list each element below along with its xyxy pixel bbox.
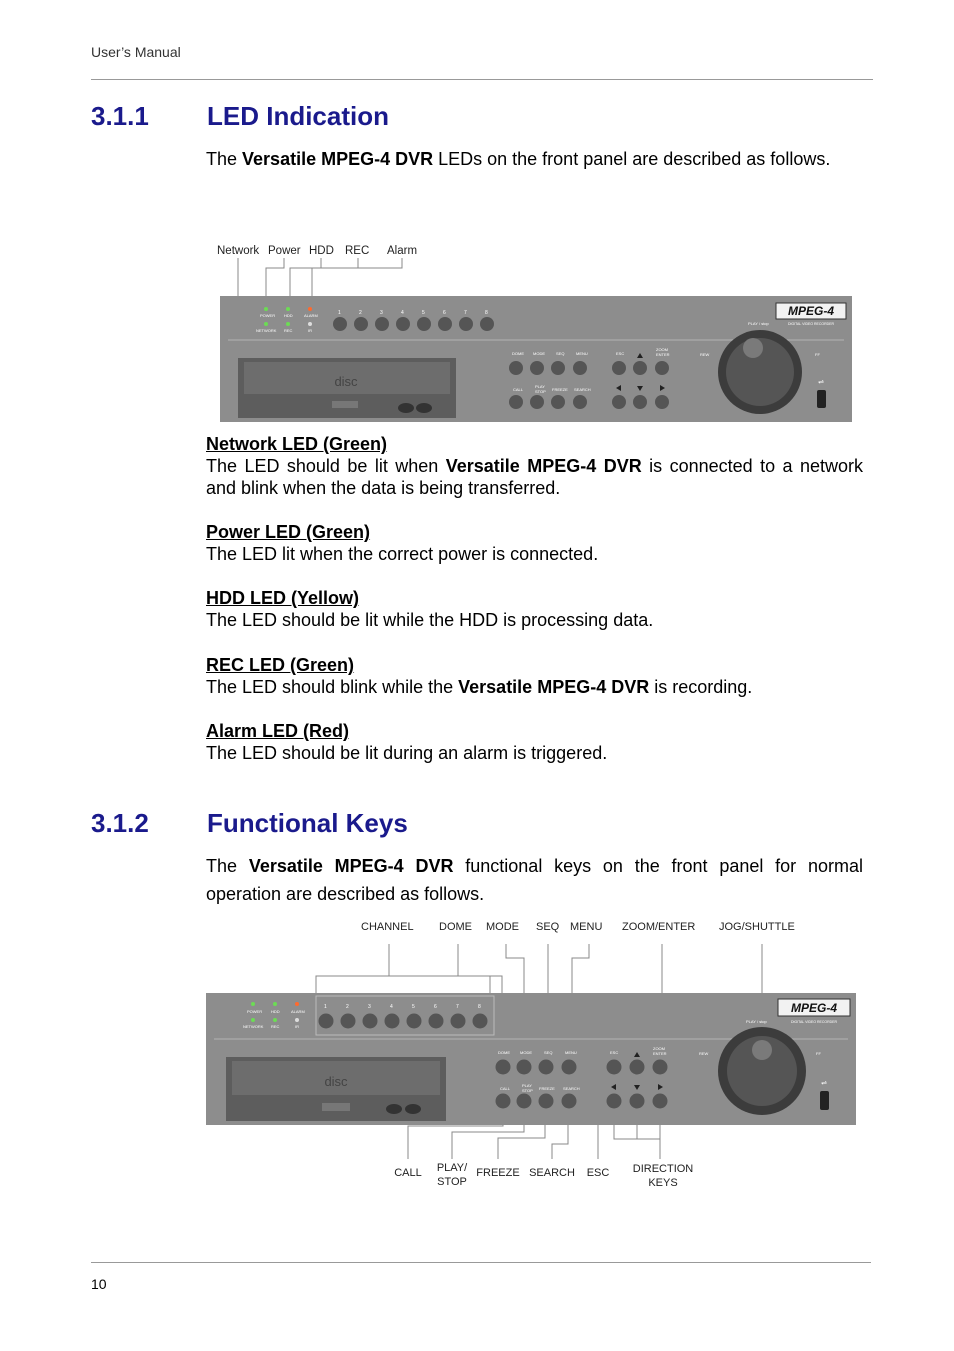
network-led xyxy=(264,322,268,326)
dome-button[interactable] xyxy=(509,361,523,375)
right-button[interactable] xyxy=(653,1094,668,1109)
key-text: STOP xyxy=(522,1088,533,1093)
channel-button[interactable] xyxy=(451,1014,466,1029)
left-button[interactable] xyxy=(612,395,626,409)
freeze-button[interactable] xyxy=(551,395,565,409)
key-text: ESC xyxy=(610,1050,619,1055)
intro-text: functional keys on the front panel for normal operation are described as follows. xyxy=(206,856,863,904)
search-button[interactable] xyxy=(562,1094,577,1109)
channel-number: 5 xyxy=(422,310,425,316)
page-number: 10 xyxy=(91,1276,107,1292)
channel-number: 3 xyxy=(380,310,383,316)
network-led xyxy=(251,1018,255,1022)
ff-text: FF xyxy=(815,352,820,357)
item-body xyxy=(206,455,863,499)
esc-button[interactable] xyxy=(607,1060,622,1075)
channel-number: 4 xyxy=(390,1004,393,1010)
power-led xyxy=(264,307,268,311)
esc-button[interactable] xyxy=(612,361,626,375)
logo-subtitle: DIGITAL VIDEO RECORDER xyxy=(790,1020,838,1024)
channel-number: 1 xyxy=(324,1004,327,1010)
zoom-enter-button[interactable] xyxy=(653,1060,668,1075)
label-call: CALL xyxy=(394,1167,422,1179)
dvr-front-panel xyxy=(220,296,852,422)
label-dome: DOME xyxy=(439,921,472,933)
key-text: SEQ xyxy=(556,351,565,356)
functional-keys-figure xyxy=(206,914,858,1194)
item-body: The LED lit when the correct power is connected. xyxy=(206,544,599,564)
key-text: MODE xyxy=(520,1050,532,1055)
hdd-led xyxy=(273,1002,277,1006)
alarm-led xyxy=(295,1002,299,1006)
led-text: NETWORK xyxy=(243,1024,264,1029)
label-mode: MODE xyxy=(486,921,519,933)
label-menu: MENU xyxy=(570,921,603,933)
channel-button[interactable] xyxy=(341,1014,356,1029)
disc-logo: disc xyxy=(334,374,358,389)
menu-button[interactable] xyxy=(573,361,587,375)
up-button[interactable] xyxy=(630,1060,645,1075)
channel-button[interactable] xyxy=(407,1014,422,1029)
channel-button[interactable] xyxy=(459,317,473,331)
channel-button[interactable] xyxy=(429,1014,444,1029)
dome-button[interactable] xyxy=(496,1060,511,1075)
channel-button[interactable] xyxy=(417,317,431,331)
label-seq: SEQ xyxy=(536,921,560,933)
section-heading-led-indication xyxy=(91,101,389,132)
jog-knob[interactable] xyxy=(752,1040,772,1060)
key-text: CALL xyxy=(500,1086,511,1091)
led-text: REC xyxy=(284,328,293,333)
led-text: POWER xyxy=(260,313,276,318)
playstop-text: PLAY / stop xyxy=(746,1019,767,1024)
label-direction-keys: DIRECTION xyxy=(632,1163,694,1175)
label-network: Network xyxy=(217,245,260,257)
logo-subtitle: DIGITAL VIDEO RECORDER xyxy=(787,322,835,326)
section-number: 3.1.1 xyxy=(91,101,149,131)
label-play-stop: STOP xyxy=(437,1176,467,1188)
item-title: REC LED (Green) xyxy=(206,655,355,675)
disc-button[interactable] xyxy=(386,1104,402,1114)
key-text: ESC xyxy=(616,351,625,356)
disc-button[interactable] xyxy=(405,1104,421,1114)
key-text: ENTER xyxy=(653,1051,667,1056)
label-jog-shuttle: JOG/SHUTTLE xyxy=(719,921,795,933)
key-text: FREEZE xyxy=(552,387,568,392)
key-text: MENU xyxy=(576,351,588,356)
channel-number: 3 xyxy=(368,1004,371,1010)
channel-button[interactable] xyxy=(385,1014,400,1029)
alarm-led xyxy=(308,307,312,311)
usb-port[interactable] xyxy=(817,390,826,408)
disc-drive xyxy=(238,358,456,418)
network-led-description xyxy=(206,433,863,499)
product-name: Versatile MPEG-4 DVR xyxy=(242,149,434,169)
rec-led-description xyxy=(206,654,863,698)
key-text: SEARCH xyxy=(574,387,591,392)
key-text: STOP xyxy=(535,389,546,394)
section-title: LED Indication xyxy=(207,101,389,131)
hdd-led-description xyxy=(206,587,863,631)
led-text: REC xyxy=(271,1024,280,1029)
led-text: HDD xyxy=(271,1009,280,1014)
usb-icon: ⇌ xyxy=(818,379,824,386)
channel-number: 2 xyxy=(359,310,362,316)
led-text: IR xyxy=(295,1024,299,1029)
down-button[interactable] xyxy=(630,1094,645,1109)
rec-led xyxy=(273,1018,277,1022)
key-text: DOME xyxy=(498,1050,510,1055)
label-rec: REC xyxy=(345,245,370,257)
running-header: User’s Manual xyxy=(91,44,181,60)
led-intro-paragraph xyxy=(206,145,863,173)
intro-text: LEDs on the front panel are described as follows. xyxy=(433,149,831,169)
bottom-callout-labels xyxy=(394,1162,693,1189)
disc-button[interactable] xyxy=(416,403,432,413)
channel-number: 6 xyxy=(434,1004,437,1010)
label-freeze: FREEZE xyxy=(476,1167,520,1179)
led-text: HDD xyxy=(284,313,293,318)
channel-number: 2 xyxy=(346,1004,349,1010)
mpeg4-logo: MPEG-4 xyxy=(787,304,835,318)
ff-text: FF xyxy=(816,1051,821,1056)
jog-knob[interactable] xyxy=(743,338,763,358)
disc-display xyxy=(322,1103,350,1111)
product-name: Versatile MPEG-4 DVR xyxy=(248,856,454,876)
rec-led xyxy=(286,322,290,326)
item-title: HDD LED (Yellow) xyxy=(206,588,360,608)
body-text: The LED should be lit when xyxy=(206,456,446,476)
key-text: ZOOM xyxy=(653,1046,665,1051)
disc-button[interactable] xyxy=(398,403,414,413)
disc-display xyxy=(332,401,358,408)
key-text: DOME xyxy=(512,351,524,356)
mode-button[interactable] xyxy=(530,361,544,375)
menu-button[interactable] xyxy=(562,1060,577,1075)
channel-button[interactable] xyxy=(480,317,494,331)
channel-number: 5 xyxy=(412,1004,415,1010)
disc-drive xyxy=(226,1057,446,1121)
intro-text: The xyxy=(206,856,249,876)
footer-rule xyxy=(91,1262,871,1263)
playstop-text: PLAY / stop xyxy=(748,321,769,326)
channel-number: 1 xyxy=(338,310,341,316)
zoom-enter-button[interactable] xyxy=(655,361,669,375)
disc-logo: disc xyxy=(324,1074,348,1089)
channel-number: 4 xyxy=(401,310,404,316)
freeze-button[interactable] xyxy=(539,1094,554,1109)
led-text: POWER xyxy=(247,1009,263,1014)
body-text: The LED should blink while the xyxy=(206,677,459,697)
label-zoom-enter: ZOOM/ENTER xyxy=(622,921,696,933)
led-text: NETWORK xyxy=(256,328,277,333)
usb-port[interactable] xyxy=(820,1091,829,1110)
channel-number: 7 xyxy=(456,1004,459,1010)
channel-button[interactable] xyxy=(438,317,452,331)
led-panel-figure xyxy=(212,238,857,426)
top-callout-labels xyxy=(361,921,795,933)
section-number: 3.1.2 xyxy=(91,808,149,838)
play-stop-button[interactable] xyxy=(517,1094,532,1109)
key-text: FREEZE xyxy=(539,1086,555,1091)
item-title: Power LED (Green) xyxy=(206,522,371,542)
label-esc: ESC xyxy=(586,1167,610,1179)
product-name: Versatile MPEG-4 DVR xyxy=(445,456,642,476)
key-text: PLAY xyxy=(522,1083,532,1088)
section-title: Functional Keys xyxy=(207,808,408,838)
up-button[interactable] xyxy=(633,361,647,375)
power-led-description xyxy=(206,521,863,565)
intro-text: The xyxy=(206,149,243,169)
label-search: SEARCH xyxy=(529,1167,575,1179)
key-text: SEARCH xyxy=(563,1086,580,1091)
call-button[interactable] xyxy=(509,395,523,409)
channel-button[interactable] xyxy=(363,1014,378,1029)
dvr-front-panel xyxy=(206,993,856,1125)
search-button[interactable] xyxy=(573,395,587,409)
body-text: is recording. xyxy=(649,677,753,697)
mpeg4-logo: MPEG-4 xyxy=(790,1001,838,1015)
label-direction-keys: KEYS xyxy=(648,1177,678,1189)
key-text: PLAY xyxy=(535,384,545,389)
channel-number: 7 xyxy=(464,310,467,316)
callout-labels xyxy=(217,245,417,257)
label-power: Power xyxy=(268,245,301,257)
body-text: is connected to a network and blink when the data is being transferred. xyxy=(206,456,863,498)
seq-button[interactable] xyxy=(551,361,565,375)
led-text: ALARM xyxy=(291,1009,305,1014)
item-body: The LED should be lit while the HDD is processing data. xyxy=(206,610,654,630)
label-channel: CHANNEL xyxy=(361,921,414,933)
led-text: IR xyxy=(308,328,312,333)
channel-button[interactable] xyxy=(396,317,410,331)
play-stop-button[interactable] xyxy=(530,395,544,409)
key-text: ZOOM xyxy=(656,347,668,352)
down-button[interactable] xyxy=(633,395,647,409)
item-body xyxy=(206,676,863,698)
section-heading-functional-keys xyxy=(91,808,408,839)
hdd-led xyxy=(286,307,290,311)
channel-button[interactable] xyxy=(375,317,389,331)
key-text: MODE xyxy=(533,351,545,356)
channel-button[interactable] xyxy=(473,1014,488,1029)
item-body: The LED should be lit during an alarm is triggered. xyxy=(206,743,608,763)
key-text: CALL xyxy=(513,387,524,392)
power-led xyxy=(251,1002,255,1006)
key-text: SEQ xyxy=(544,1050,553,1055)
right-button[interactable] xyxy=(655,395,669,409)
left-button[interactable] xyxy=(607,1094,622,1109)
alarm-led-description xyxy=(206,720,863,764)
key-text: ENTER xyxy=(656,352,670,357)
channel-button[interactable] xyxy=(319,1014,334,1029)
ir-led xyxy=(295,1018,299,1022)
header-rule xyxy=(91,79,873,80)
led-text: ALARM xyxy=(304,313,318,318)
key-text: MENU xyxy=(565,1050,577,1055)
label-play-stop: PLAY/ xyxy=(436,1162,468,1174)
channel-button[interactable] xyxy=(333,317,347,331)
rew-text: REW xyxy=(699,1051,709,1056)
channel-number: 8 xyxy=(478,1004,481,1010)
usb-icon: ⇌ xyxy=(821,1080,827,1087)
product-name: Versatile MPEG-4 DVR xyxy=(458,677,650,697)
label-hdd: HDD xyxy=(309,245,334,257)
channel-number: 6 xyxy=(443,310,446,316)
rew-text: REW xyxy=(700,352,710,357)
call-button[interactable] xyxy=(496,1094,511,1109)
ir-led xyxy=(308,322,312,326)
channel-number: 8 xyxy=(485,310,488,316)
item-title: Network LED (Green) xyxy=(206,434,388,454)
item-title: Alarm LED (Red) xyxy=(206,721,350,741)
keys-intro-paragraph xyxy=(206,852,863,908)
mode-button[interactable] xyxy=(517,1060,532,1075)
label-alarm: Alarm xyxy=(387,245,418,257)
seq-button[interactable] xyxy=(539,1060,554,1075)
channel-button[interactable] xyxy=(354,317,368,331)
